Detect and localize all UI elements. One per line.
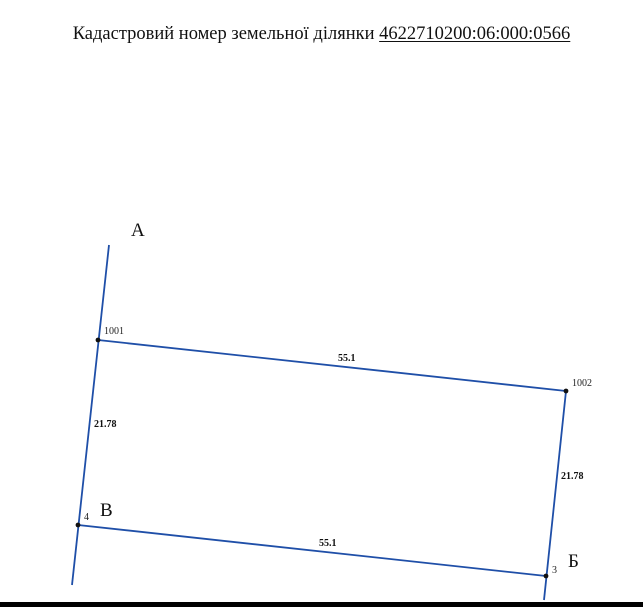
side-top: [98, 340, 566, 391]
cadastral-number: 4622710200:06:000:0566: [379, 24, 571, 44]
direction-label-b: Б: [568, 551, 579, 572]
vertex-4: [76, 523, 81, 528]
bottom-border: [0, 602, 643, 607]
point-label-4: 4: [84, 512, 89, 523]
vertex-3: [544, 574, 549, 579]
vertex-1001: [96, 338, 101, 343]
dimension-bottom: 55.1: [319, 538, 337, 549]
boundary-line-west: [72, 245, 109, 585]
dimension-left: 21.78: [94, 419, 117, 430]
header-title: Кадастровий номер земельної ділянки: [72, 24, 375, 44]
direction-label-v: В: [100, 500, 113, 521]
point-label-1001: 1001: [104, 326, 124, 337]
point-label-3: 3: [552, 565, 557, 576]
direction-label-a: А: [131, 220, 145, 241]
side-bottom: [78, 525, 546, 576]
point-label-1002: 1002: [572, 378, 592, 389]
dimension-top: 55.1: [338, 353, 356, 364]
vertex-1002: [564, 389, 569, 394]
dimension-right: 21.78: [561, 471, 584, 482]
